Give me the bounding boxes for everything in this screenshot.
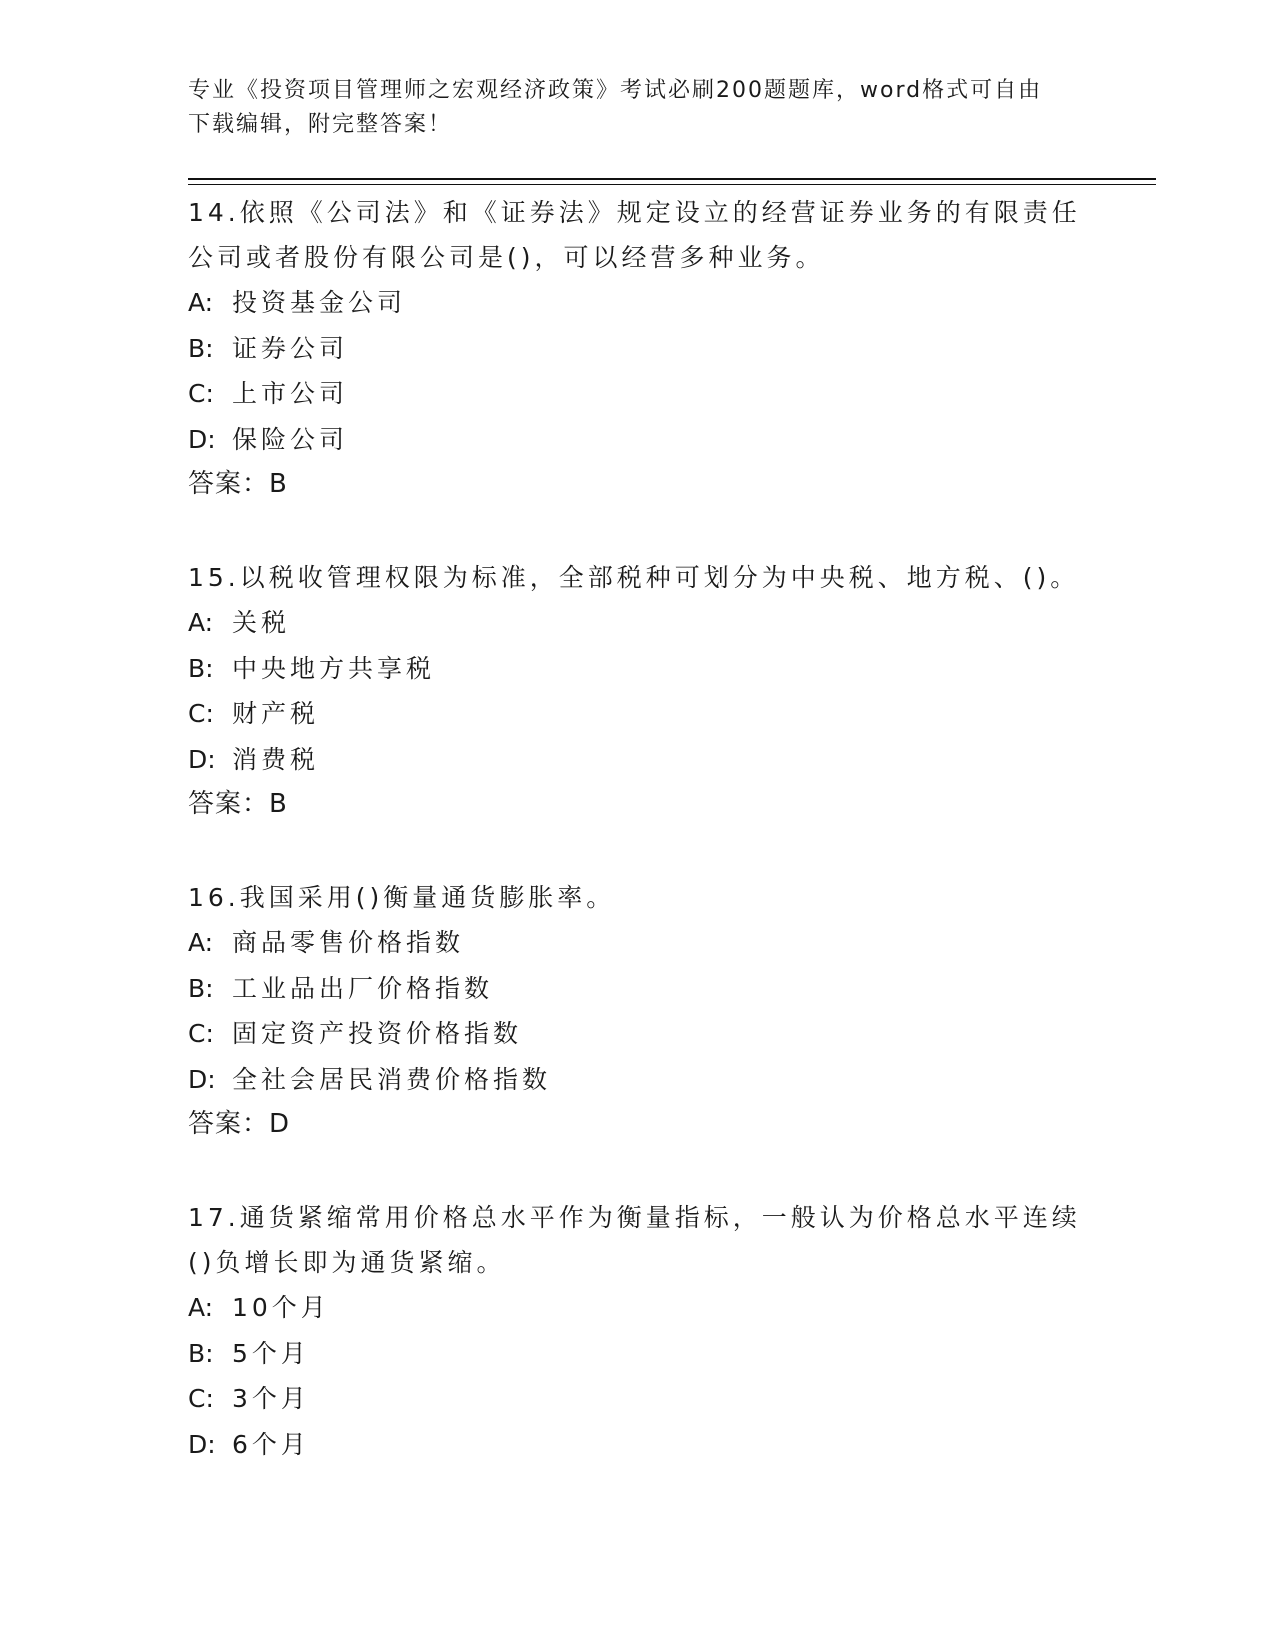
question-17 <box>188 1195 1088 1467</box>
option-c <box>188 371 1088 417</box>
header-divider-thin <box>188 184 1156 185</box>
option-a <box>188 920 1088 966</box>
option-text: 3个月 <box>232 1384 310 1413</box>
option-d <box>188 737 1088 783</box>
option-text: 中央地方共享税 <box>232 653 436 683</box>
question-text-line-1: 17.通货紧缩常用价格总水平作为衡量指标，一般认为价格总水平连续 <box>188 1203 1081 1232</box>
option-letter: B: <box>188 333 214 363</box>
option-text: 财产税 <box>232 699 320 728</box>
option-text: 工业品出厂价格指数 <box>232 973 494 1003</box>
option-letter: B: <box>188 653 214 683</box>
document-header <box>188 74 1068 142</box>
option-d <box>188 417 1088 463</box>
question-spacer <box>188 1147 1088 1195</box>
header-divider-thick <box>188 178 1156 180</box>
option-letter: A: <box>188 1293 214 1322</box>
header-line-2: 下载编辑，附完整答案！ <box>188 112 453 137</box>
option-b <box>188 646 1088 692</box>
option-text: 投资基金公司 <box>232 288 407 317</box>
option-a <box>188 600 1088 646</box>
question-list <box>188 190 1088 1467</box>
option-b <box>188 966 1088 1012</box>
option-letter: A: <box>188 928 214 957</box>
option-b <box>188 1331 1088 1377</box>
answer-line: 答案：B <box>188 789 288 819</box>
option-c <box>188 1376 1088 1422</box>
header-line-1: 专业《投资项目管理师之宏观经济政策》考试必刷200题题库，word格式可自由 <box>188 78 1043 103</box>
option-c <box>188 691 1088 737</box>
question-16 <box>188 875 1088 1147</box>
question-text-line-2: 公司或者股份有限公司是()，可以经营多种业务。 <box>188 243 825 272</box>
option-letter: A: <box>188 288 214 317</box>
question-spacer <box>188 507 1088 555</box>
option-text: 证券公司 <box>232 333 349 363</box>
question-14 <box>188 190 1088 507</box>
question-text-line-2: ()负增长即为通货紧缩。 <box>188 1248 506 1277</box>
answer-line: 答案：D <box>188 1109 291 1139</box>
option-letter: A: <box>188 608 214 637</box>
option-text: 5个月 <box>232 1338 310 1368</box>
option-d <box>188 1422 1088 1468</box>
question-text <box>188 875 1088 920</box>
option-a <box>188 1285 1088 1331</box>
option-letter: C: <box>188 1384 214 1413</box>
option-text: 固定资产投资价格指数 <box>232 1019 523 1048</box>
option-letter: D: <box>188 424 216 454</box>
question-15 <box>188 555 1088 827</box>
option-b <box>188 326 1088 372</box>
option-text: 6个月 <box>232 1429 310 1459</box>
option-text: 商品零售价格指数 <box>232 928 465 957</box>
option-letter: D: <box>188 1429 216 1459</box>
option-letter: B: <box>188 1338 214 1368</box>
option-text: 消费税 <box>232 744 320 774</box>
option-c <box>188 1011 1088 1057</box>
question-text <box>188 555 1088 600</box>
option-d <box>188 1057 1088 1103</box>
question-text-line-1: 14.依照《公司法》和《证券法》规定设立的经营证券业务的有限责任 <box>188 198 1081 227</box>
option-text: 关税 <box>232 608 291 637</box>
option-text: 全社会居民消费价格指数 <box>232 1064 552 1094</box>
question-spacer <box>188 827 1088 875</box>
option-a <box>188 280 1088 326</box>
option-text: 保险公司 <box>232 424 349 454</box>
question-text-line-1: 15.以税收管理权限为标准，全部税种可划分为中央税、地方税、()。 <box>188 563 1080 592</box>
option-letter: D: <box>188 1064 216 1094</box>
option-letter: B: <box>188 973 214 1003</box>
option-letter: C: <box>188 699 214 728</box>
option-text: 上市公司 <box>232 379 349 408</box>
answer-line: 答案：B <box>188 469 288 499</box>
question-text <box>188 190 1088 280</box>
question-text-line-1: 16.我国采用()衡量通货膨胀率。 <box>188 883 616 912</box>
option-text: 10个月 <box>232 1293 330 1322</box>
option-letter: D: <box>188 744 216 774</box>
question-text <box>188 1195 1088 1285</box>
option-letter: C: <box>188 379 214 408</box>
option-letter: C: <box>188 1019 214 1048</box>
